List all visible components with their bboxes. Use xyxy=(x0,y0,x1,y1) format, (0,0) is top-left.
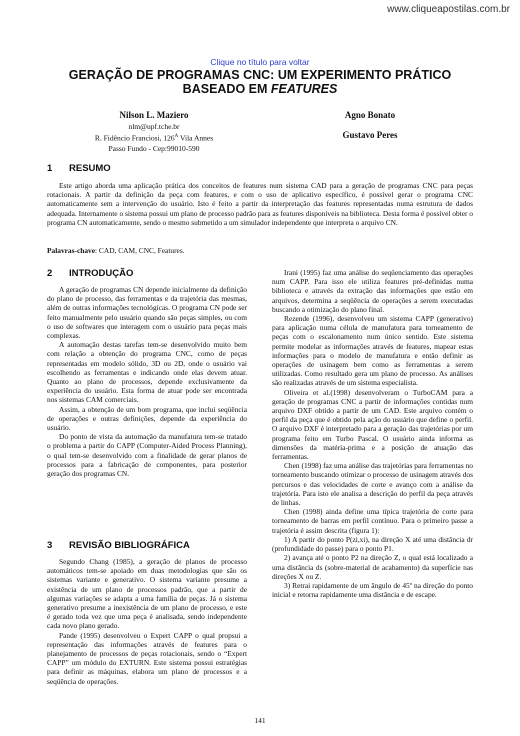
right-paragraph-5: Chen (1998) ainda define uma típica trajetória de corte para torneamento de barras em perfil contínuo. Para o primeiro passe a trajetória é assim descrita (figura 1): xyxy=(272,507,473,535)
section-title: RESUMO xyxy=(69,163,111,174)
review-paragraph-2: Pande (1995) desenvolveu o Expert CAPP o qual propsui a representação das informações através de features para o planejamento de processos de peças rotacionais, sendo o “Expert CAPP” um módulo do EXTURN. Este sistema possui estratégias para definir as máquinas, elabora um plano de processos e a seqüência de operações. xyxy=(47,630,247,686)
title-line-1: GERAÇÃO DE PROGRAMAS CNC: UM EXPERIMENTO PRÁTICO xyxy=(68,68,452,82)
site-watermark: www.cliqueapostilas.com.br xyxy=(387,4,510,15)
intro-paragraph-2: A automação destas tarefas tem-se desenvolvido muito bem com relação a obtenção do programa CNC, como de peças representadas em modelo sólido, 3D ou 2D, onde o usuário vai escolhendo as ferramentas e indicando onde elas devem atuar. Quanto ao plano de processos, depende exclusivamente da experiência do usuário. Esta forma de atuar pode ser encontrada nos sistemas CAM comerciais. xyxy=(47,340,247,405)
keywords-values: : CAD, CAM, CNC, Features. xyxy=(95,246,185,255)
abstract-text xyxy=(47,181,473,227)
section-title: INTRODUÇÃO xyxy=(69,268,134,279)
author-address xyxy=(84,132,224,144)
author-city: Passo Fundo - Cep:99010-590 xyxy=(108,143,200,153)
section-title: REVISÃO BIBLIOGRÁFICA xyxy=(69,540,190,551)
page-number: 141 xyxy=(254,716,266,725)
right-paragraph-6: 1) A partir do ponto P(zi,xi), na direção X até uma distância dr (profundidade do passe) para o ponto P1. xyxy=(272,534,473,554)
intro-paragraph-3: Assim, a obtenção de um bom programa, que inclui seqüência de operações e outras definições, depende da experiência do usuário. xyxy=(47,404,247,433)
title-line-2-prefix: BASEADO EM xyxy=(182,82,268,96)
intro-paragraph-4: Do ponto de vista da automação da manufatura tem-se tratado o problema a partir do CAPP (Computer-Aided Process Planning), o qual tem-se desenvolvido com a finalidade de gerar planos de processos para a fabricação de componentes, para posterior geração dos programas CN. xyxy=(47,432,247,479)
right-column xyxy=(272,268,473,599)
right-paragraph-1: Irani (1995) faz uma análise do seqüenciamento das operações num CAPP. Para isso ele utiliza features pré-definidas numa biblioteca e através da extração das informações que estão em arquivos, determina a seqüência de operações a serem executadas buscando a otimização do plano final. xyxy=(272,268,473,314)
address-sup: A xyxy=(174,134,179,139)
title-line-2 xyxy=(40,82,480,96)
right-paragraph-8: 3) Retrai rapidamente de um ângulo de 45º na direção do ponto inicial e retorna rapidamente uma distância e de escape. xyxy=(272,580,473,600)
section-number: 2 xyxy=(47,268,53,279)
author-name-1: Nilson L. Maziero xyxy=(119,110,189,120)
intro-paragraph-1: A geração de programas CN depende inicialmente da definição do plano de processo, das ferramentas e da trajetória das mesmas, além de outras informações tecnológicas. O programa CN pode ser feito manualmente pelo usuário quando são peças simples, ou com o uso de softwares que interagem com o usuário para peças mais complexas. xyxy=(47,285,247,341)
paper-title xyxy=(40,68,480,96)
section-heading-introducao xyxy=(47,268,133,279)
author-email: nlm@upf.tche.br xyxy=(128,122,180,131)
section-heading-revisao xyxy=(47,540,190,551)
section-number: 1 xyxy=(47,163,53,174)
review-paragraph-1: Segundo Chang (1985), a geração de planos de processo automáticos tem-se apoiado em duas metodologias que são os sistemas variante e generativo. O sistema variante presume a existência de um plano de processos padrão, que a partir de algumas variações se adapta a uma família de peças. Já o sistema generativo presume a inexistência de um plano de processo, e este é gerado toda vez que uma peça é analisada, sendo independente cada novo plano gerado. xyxy=(47,557,247,631)
address-street: R. Fidêncio Franciosi, 126 xyxy=(94,133,175,143)
section-heading-resumo xyxy=(47,163,111,174)
author-block-1 xyxy=(84,110,224,154)
review-column xyxy=(47,557,247,686)
right-paragraph-2: Rezende (1996), desenvolveu um sistema CAPP (generativo) para aplicação numa célula de manufatura para torneamento de peças com o escalonamento num único sentido. Este sistema permite modelar as informações através de features, mapear estas informações para o modelo de manufatura e então definir as operações de usinagem bem como as ferramentas a serem utilizadas. Como resultado gera um plano de processo. As análises são realizadas através de um sistema especialista. xyxy=(272,314,473,388)
right-paragraph-4: Chen (1998) faz uma análise das trajetórias para ferramentas no torneamento buscando otimizar o processo de usinagem através dos percursos e das velocidades de corte e avanço com a análise da trajetória. Para isto ele analisa a descrição do perfil da peça através de linhas. xyxy=(272,461,473,508)
title-line-2-emphasis: FEATURES xyxy=(270,82,338,96)
address-suffix: Vila Annes xyxy=(178,133,214,143)
back-to-title-link[interactable]: Clique no título para voltar xyxy=(210,57,310,67)
keywords-line xyxy=(47,246,185,255)
intro-column xyxy=(47,285,247,478)
section-number: 3 xyxy=(47,540,53,551)
abstract-paragraph: Este artigo aborda uma aplicação prática dos conceitos de features num sistema CAD para a geração de programas CNC para peças rotacionais. A partir da definição da peça com features, e com o uso de aplicativo específico, é possível gerar o programa CNC automaticamente sem a intervenção do usuário. Isto é feito a partir da interpretação das features representadas numa estrutura de dados adequada. Internamente o sistema possui um plano de processo padrão para as features disponíveis na biblioteca. Desta forma é possível obter o programa CN automaticamente, sendo o mesmo submetido a um simulador independente que interpreta o arquivo CN. xyxy=(47,181,473,227)
author-name-2: Agno Bonato xyxy=(344,110,396,120)
author-name-3: Gustavo Peres xyxy=(342,130,398,140)
keywords-label: Palavras-chave xyxy=(47,246,96,255)
right-paragraph-3: Oliveira et al.(1998) desenvolveram o TurboCAM para a geração de programas CNC a partir de informações contidas num arquivo DXF obtido a partir de um CAD. Este arquivo contém o perfil da peça que é obtido pela ação do usuário que define o perfil. O arquivo DXF é interpretado para a geração das trajetórias por um programa feito em Turbo Pascal. O usuário ainda informa as dimensões da matéria-prima e a posição de atuação das ferramentas. xyxy=(272,387,473,462)
right-paragraph-7: 2) avança até o ponto P2 na direção Z, o qual está localizado a uma distância ds (sobre-material de acabamento) da superfície nas direções X ou Z. xyxy=(272,553,473,581)
